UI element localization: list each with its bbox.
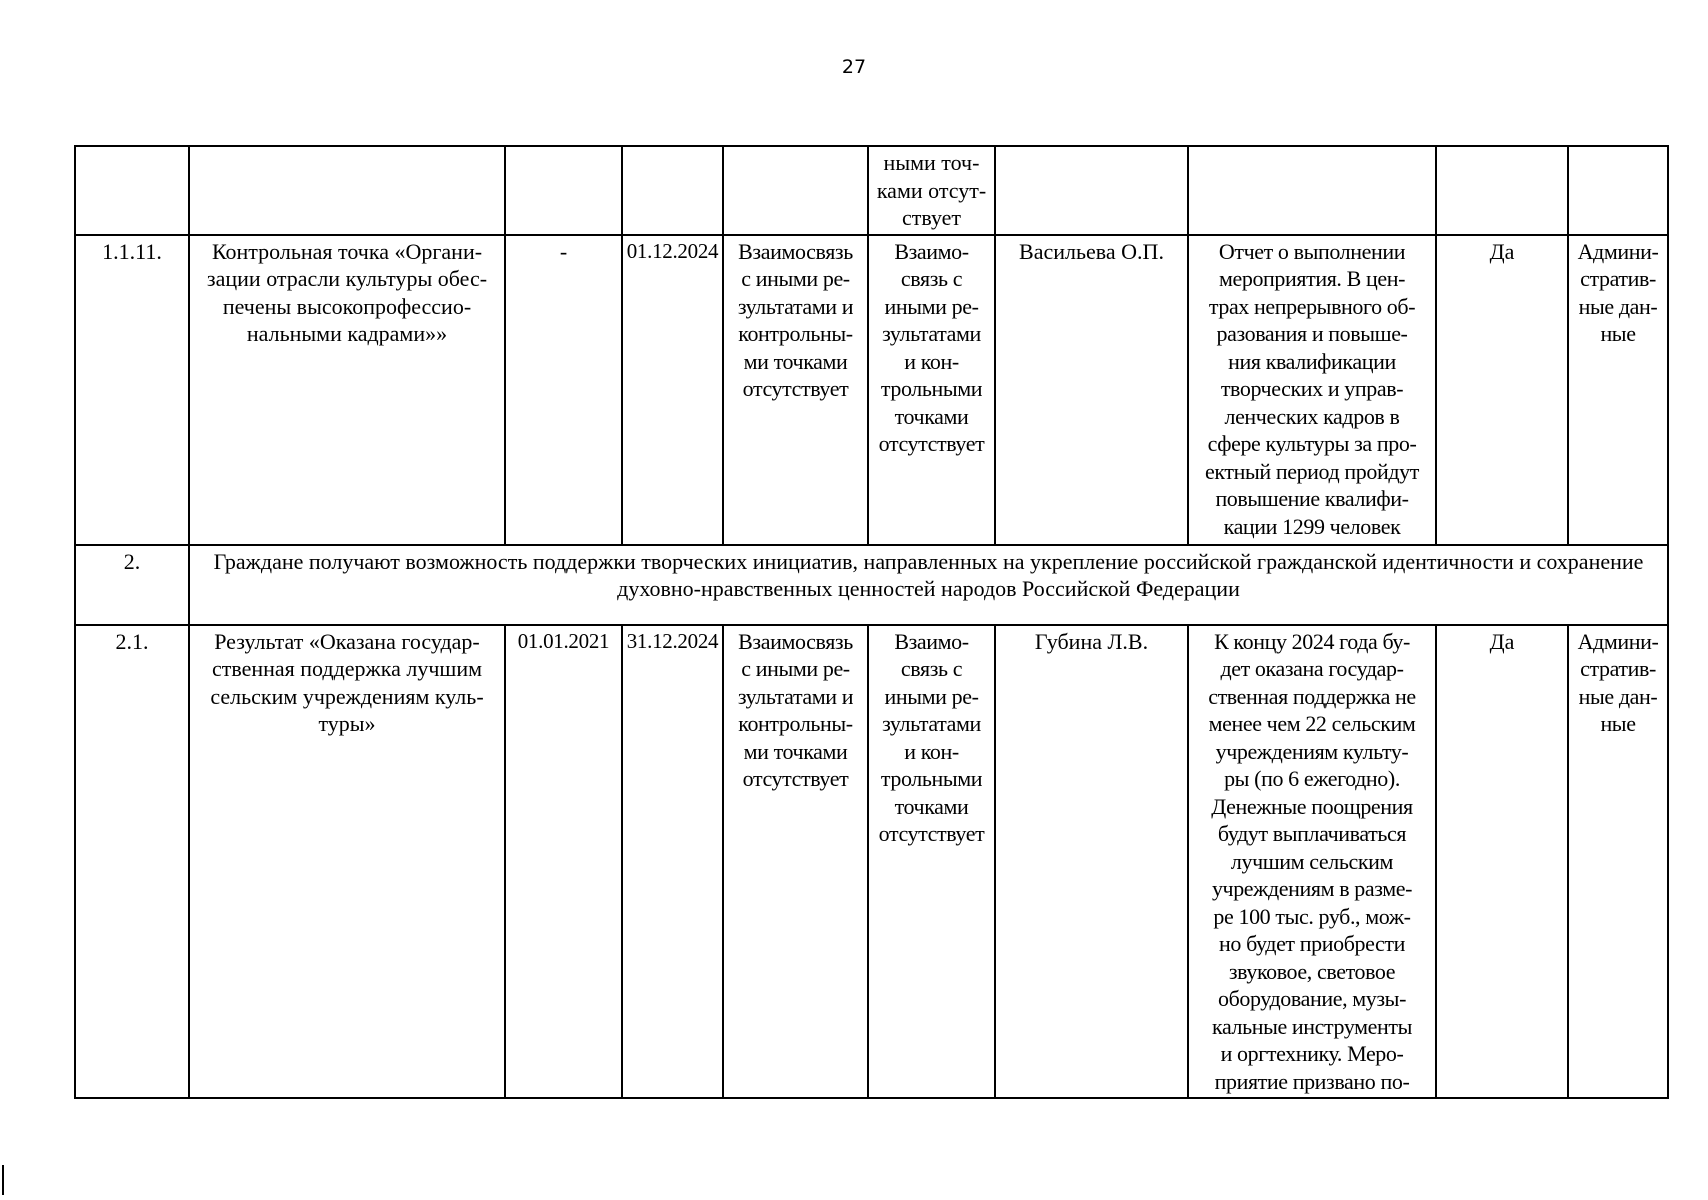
cell-link-next: Взаимо- связь с иными ре- зультатами и кон- трольными точками отсутствует xyxy=(868,625,995,1099)
cell-link-prev: Взаимосвязь с иными ре- зультатами и контрольны- ми точками отсутствует xyxy=(723,235,868,545)
table-row xyxy=(75,235,1668,545)
cell-end xyxy=(622,146,723,235)
section-title: Граждане получают возможность поддержки творческих инициатив, направленных на укрепление российской гражданской идентичности и сохранение духовно-нравственных ценностей народов Российской Федерации xyxy=(189,545,1668,625)
cell-number xyxy=(75,146,189,235)
cell-start: - xyxy=(505,235,622,545)
page-number: 27 xyxy=(841,56,867,78)
scan-edge-mark xyxy=(2,1165,4,1195)
cell-link-next: ными точ- ками отсут- ствует xyxy=(868,146,995,235)
cell-name xyxy=(189,146,505,235)
cell-source: Админи- стратив- ные дан- ные xyxy=(1568,235,1668,545)
cell-start xyxy=(505,146,622,235)
cell-flag xyxy=(1436,146,1568,235)
cell-link-prev xyxy=(723,146,868,235)
cell-link-prev: Взаимосвязь с иными ре- зультатами и контрольны- ми точками отсутствует xyxy=(723,625,868,1099)
section-number: 2. xyxy=(75,545,189,625)
cell-name: Результат «Оказана государ- ственная поддержка лучшим сельским учреждениям куль- туры» xyxy=(189,625,505,1099)
cell-link-next: Взаимо- связь с иными ре- зультатами и кон- трольными точками отсутствует xyxy=(868,235,995,545)
cell-flag: Да xyxy=(1436,625,1568,1099)
table-row-continuation xyxy=(75,146,1668,235)
cell-description: Отчет о выполнении мероприятия. В цен- трах непрерывного об- разования и повыше- ния квалификации творческих и управ- ленческих кадров в сфере культуры за про- ектный период пройдут повышение квалифи- кации 1299 человек xyxy=(1188,235,1436,545)
cell-description xyxy=(1188,146,1436,235)
cell-end: 31.12.2024 xyxy=(622,625,723,1099)
cell-responsible: Губина Л.В. xyxy=(995,625,1188,1099)
cell-flag: Да xyxy=(1436,235,1568,545)
plan-table xyxy=(74,145,1669,1099)
cell-source xyxy=(1568,146,1668,235)
table-row xyxy=(75,625,1668,1099)
cell-end: 01.12.2024 xyxy=(622,235,723,545)
cell-start: 01.01.2021 xyxy=(505,625,622,1099)
section-row xyxy=(75,545,1668,625)
cell-responsible: Васильева О.П. xyxy=(995,235,1188,545)
cell-name: Контрольная точка «Органи- зации отрасли культуры обес- печены высокопрофессио- нальными кадрами»» xyxy=(189,235,505,545)
cell-responsible xyxy=(995,146,1188,235)
cell-number: 2.1. xyxy=(75,625,189,1099)
cell-number: 1.1.11. xyxy=(75,235,189,545)
cell-description: К концу 2024 года бу- дет оказана государ- ственная поддержка не менее чем 22 сельским учреждениям культу- ры (по 6 ежегодно). Денежные поощрения будут выплачиваться лучшим сельским учреждениям в разме- ре 100 тыс. руб., мож- но будет приобрести звуковое, световое оборудование, музы- кальные инструменты и оргтехнику. Меро- приятие призвано по- xyxy=(1188,625,1436,1099)
cell-source: Админи- стратив- ные дан- ные xyxy=(1568,625,1668,1099)
